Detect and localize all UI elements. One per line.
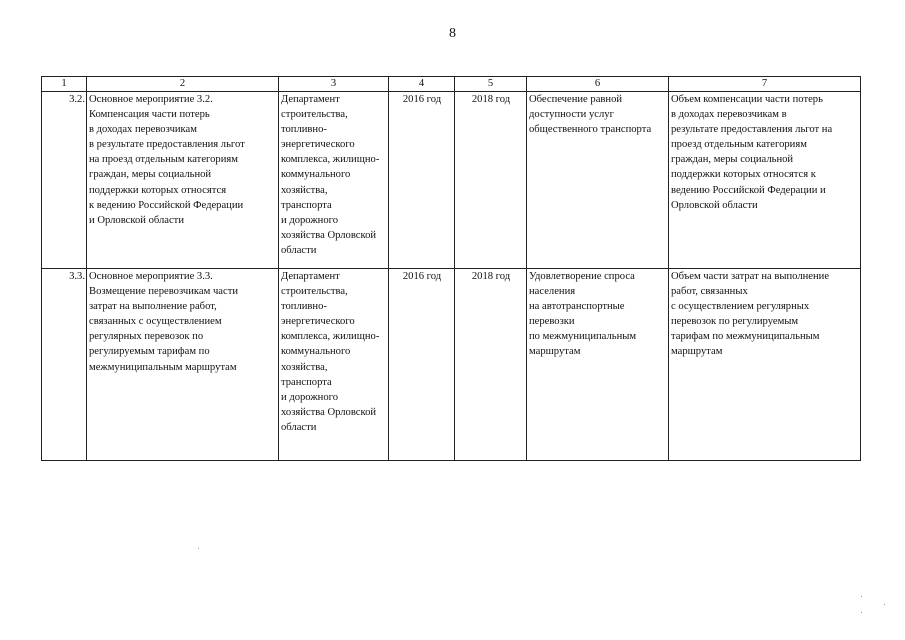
column-header: 1 <box>42 77 87 92</box>
executor-line: комплекса, жилищно- <box>281 331 380 343</box>
event-line: Возмещение перевозчикам части <box>89 286 238 298</box>
result-cell <box>527 269 669 461</box>
executor-line: Департамент <box>281 94 340 105</box>
indicator-line: с осуществлением регулярных <box>671 301 810 313</box>
event-line: затрат на выполнение работ, <box>89 301 217 313</box>
event-line: связанных с осуществлением <box>89 316 222 328</box>
result-line: маршрутам <box>529 346 581 358</box>
result-line: доступности услуг <box>529 109 614 121</box>
result-line: общественного транспорта <box>529 124 652 136</box>
executor-line: хозяйства, <box>281 361 328 373</box>
event-line: в результате предоставления льгот <box>89 139 245 151</box>
result-cell <box>527 92 669 269</box>
event-line: Компенсация части потерь <box>89 109 210 121</box>
indicator-line: поддержки которых относятся к <box>671 169 816 181</box>
scan-speck <box>861 612 862 613</box>
executor-line: хозяйства Орловской <box>281 406 377 418</box>
executor-line: хозяйства Орловской <box>281 229 377 241</box>
event-line: граждан, меры социальной <box>89 169 212 181</box>
row-number: 3.2. <box>42 92 87 269</box>
table-row <box>42 92 861 269</box>
event-line: в доходах перевозчикам <box>89 124 197 136</box>
event-line: регулярных перевозок по <box>89 331 204 343</box>
executor-line: области <box>281 244 317 256</box>
event-line: поддержки которых относятся <box>89 184 227 196</box>
event-line: на проезд отдельным категориям <box>89 154 238 166</box>
page-number: 8 <box>449 26 456 41</box>
result-line: населения <box>529 286 576 298</box>
executor-cell <box>279 269 389 461</box>
indicator-cell <box>669 269 861 461</box>
end-year: 2018 год <box>455 269 527 461</box>
executor-line: топливно- <box>281 124 327 136</box>
executor-line: области <box>281 421 317 433</box>
result-line: Удовлетворение спроса <box>529 271 635 282</box>
executor-line: энергетического <box>281 139 355 151</box>
start-year: 2016 год <box>389 269 455 461</box>
event-line: Основное мероприятие 3.3. <box>89 271 213 282</box>
column-header: 4 <box>389 77 455 92</box>
executor-line: комплекса, жилищно- <box>281 154 380 166</box>
indicator-line: перевозок по регулируемым <box>671 316 799 328</box>
column-header: 5 <box>455 77 527 92</box>
executor-line: энергетического <box>281 316 355 328</box>
indicator-line: Объем части затрат на выполнение <box>671 271 830 282</box>
executor-cell <box>279 92 389 269</box>
indicator-line: Орловской области <box>671 199 758 211</box>
executor-line: строительства, <box>281 109 348 121</box>
scan-speck <box>884 604 885 605</box>
program-events-table <box>41 76 861 461</box>
result-line: Обеспечение равной <box>529 94 623 105</box>
start-year: 2016 год <box>389 92 455 269</box>
event-cell <box>87 92 279 269</box>
executor-line: коммунального <box>281 169 351 181</box>
executor-line: хозяйства, <box>281 184 328 196</box>
column-header: 2 <box>87 77 279 92</box>
indicator-line: маршрутам <box>671 346 723 358</box>
result-line: на автотранспортные <box>529 301 625 313</box>
scan-speck <box>861 596 862 597</box>
indicator-line: проезд отдельным категориям <box>671 139 807 151</box>
indicator-line: в доходах перевозчикам в <box>671 109 787 121</box>
indicator-line: работ, связанных <box>671 286 748 298</box>
executor-line: транспорта <box>281 376 332 388</box>
indicator-cell <box>669 92 861 269</box>
executor-line: транспорта <box>281 199 332 211</box>
row-number: 3.3. <box>42 269 87 461</box>
event-line: межмуниципальным маршрутам <box>89 361 237 373</box>
column-header: 6 <box>527 77 669 92</box>
indicator-line: граждан, меры социальной <box>671 154 794 166</box>
event-cell <box>87 269 279 461</box>
table-row <box>42 269 861 461</box>
indicator-line: тарифам по межмуниципальным <box>671 331 820 343</box>
executor-line: топливно- <box>281 301 327 313</box>
executor-line: и дорожного <box>281 214 338 226</box>
indicator-line: результате предоставления льгот на <box>671 124 833 136</box>
executor-line: Департамент <box>281 271 340 282</box>
column-header: 7 <box>669 77 861 92</box>
event-line: регулируемым тарифам по <box>89 346 210 358</box>
end-year: 2018 год <box>455 92 527 269</box>
event-line: и Орловской области <box>89 214 184 226</box>
result-line: перевозки <box>529 316 575 328</box>
column-number-row <box>42 77 861 92</box>
executor-line: и дорожного <box>281 391 338 403</box>
scan-speck <box>198 548 199 549</box>
result-line: по межмуниципальным <box>529 331 637 343</box>
column-header: 3 <box>279 77 389 92</box>
event-line: к ведению Российской Федерации <box>89 199 244 211</box>
executor-line: строительства, <box>281 286 348 298</box>
indicator-line: Объем компенсации части потерь <box>671 94 823 105</box>
event-line: Основное мероприятие 3.2. <box>89 94 213 105</box>
indicator-line: ведению Российской Федерации и <box>671 184 826 196</box>
executor-line: коммунального <box>281 346 351 358</box>
